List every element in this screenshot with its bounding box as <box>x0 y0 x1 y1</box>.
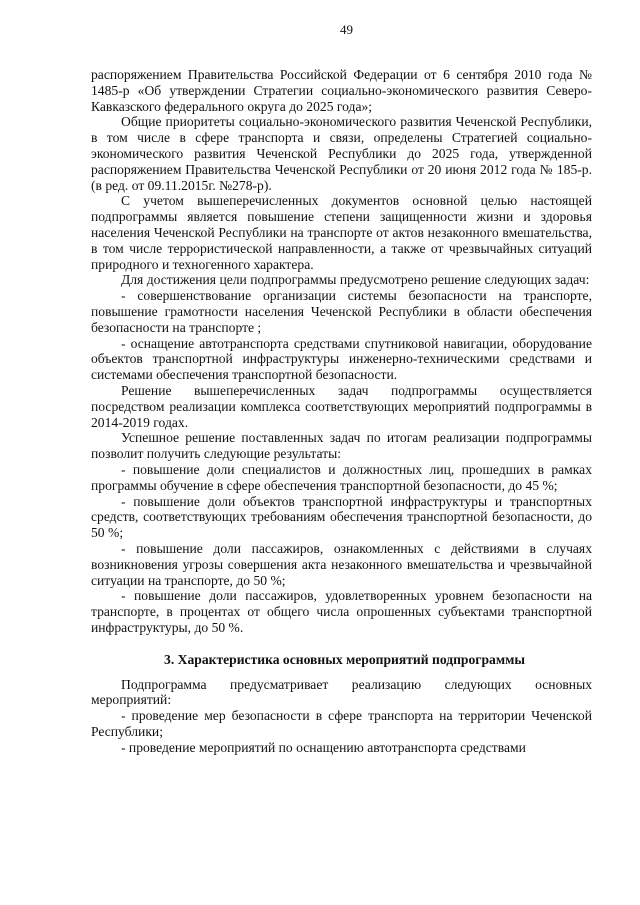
list-item-result-4: - повышение доли пассажиров, удовлетворенных уровнем безопасности на транспорте, в процентах от общего числа опрошенных субъектами транспортной инфраструктуры, до 50 %. <box>91 588 592 635</box>
paragraph-priorities: Общие приоритеты социально-экономического развития Чеченской Республики, в том числе в сфере транспорта и связи, определены Стратегией социально-экономического развития Чеченской Республики до 2025 года, утвержденной распоряжением Правительства Чеченской Республики от 20 июня 2012 года № 185-р. (в ред. от 09.11.2015г. №278-р). <box>91 114 592 193</box>
paragraph-measures-intro: Подпрограмма предусматривает реализацию следующих основных мероприятий: <box>91 676 592 708</box>
paragraph-decree-continuation: распоряжением Правительства Российской Федерации от 6 сентября 2010 года № 1485-р «Об утверждении Стратегии социально-экономического развития Северо-Кавказского федерального округа до 2025 года»; <box>91 67 592 114</box>
list-item-measure-1: - проведение мер безопасности в сфере транспорта на территории Чеченской Республики; <box>91 708 592 740</box>
paragraph-results-intro: Успешное решение поставленных задач по итогам реализации подпрограммы позволит получить следующие результаты: <box>91 430 592 462</box>
list-item-task-1: - совершенствование организации системы безопасности на транспорте, повышение грамотности населения Чеченской Республики в области обеспечения безопасности на транспорте ; <box>91 288 592 335</box>
paragraph-tasks-intro: Для достижения цели подпрограммы предусмотрено решение следующих задач: <box>121 272 590 288</box>
document-body <box>91 67 592 756</box>
page-number: 49 <box>340 22 353 37</box>
paragraph-goal: С учетом вышеперечисленных документов основной целью настоящей подпрограммы является повышение степени защищенности жизни и здоровья населения Чеченской Республики на транспорте от актов незаконного вмешательства, в том числе террористической направленности, а также от чрезвычайных ситуаций природного и техногенного характера. <box>91 193 592 272</box>
list-item-task-2: - оснащение автотранспорта средствами спутниковой навигации, оборудование объектов транспортной инфраструктуры инженерно-техническими средствами и системами обеспечения транспортной безопасности. <box>91 335 592 383</box>
list-item-measure-2: - проведение мероприятий по оснащению автотранспорта средствами <box>121 739 526 755</box>
list-item-result-1: - повышение доли специалистов и должностных лиц, прошедших в рамках программы обучение в сфере обеспечения транспортной безопасности, до 45 %; <box>91 461 592 493</box>
section-heading: 3. Характеристика основных мероприятий подпрограммы <box>164 651 525 667</box>
list-item-result-2: - повышение доли объектов транспортной инфраструктуры и транспортных средств, соответствующих требованиям обеспечения транспортной безопасности, до 50 %; <box>91 493 592 541</box>
list-item-result-3: - повышение доли пассажиров, ознакомленных с действиями в случаях возникновения угрозы совершения акта незаконного вмешательства и чрезвычайной ситуации на транспорте, до 50 %; <box>91 540 592 588</box>
paragraph-implementation: Решение вышеперечисленных задач подпрограммы осуществляется посредством реализации комплекса соответствующих мероприятий подпрограммы в 2014-2019 годах. <box>91 382 592 430</box>
